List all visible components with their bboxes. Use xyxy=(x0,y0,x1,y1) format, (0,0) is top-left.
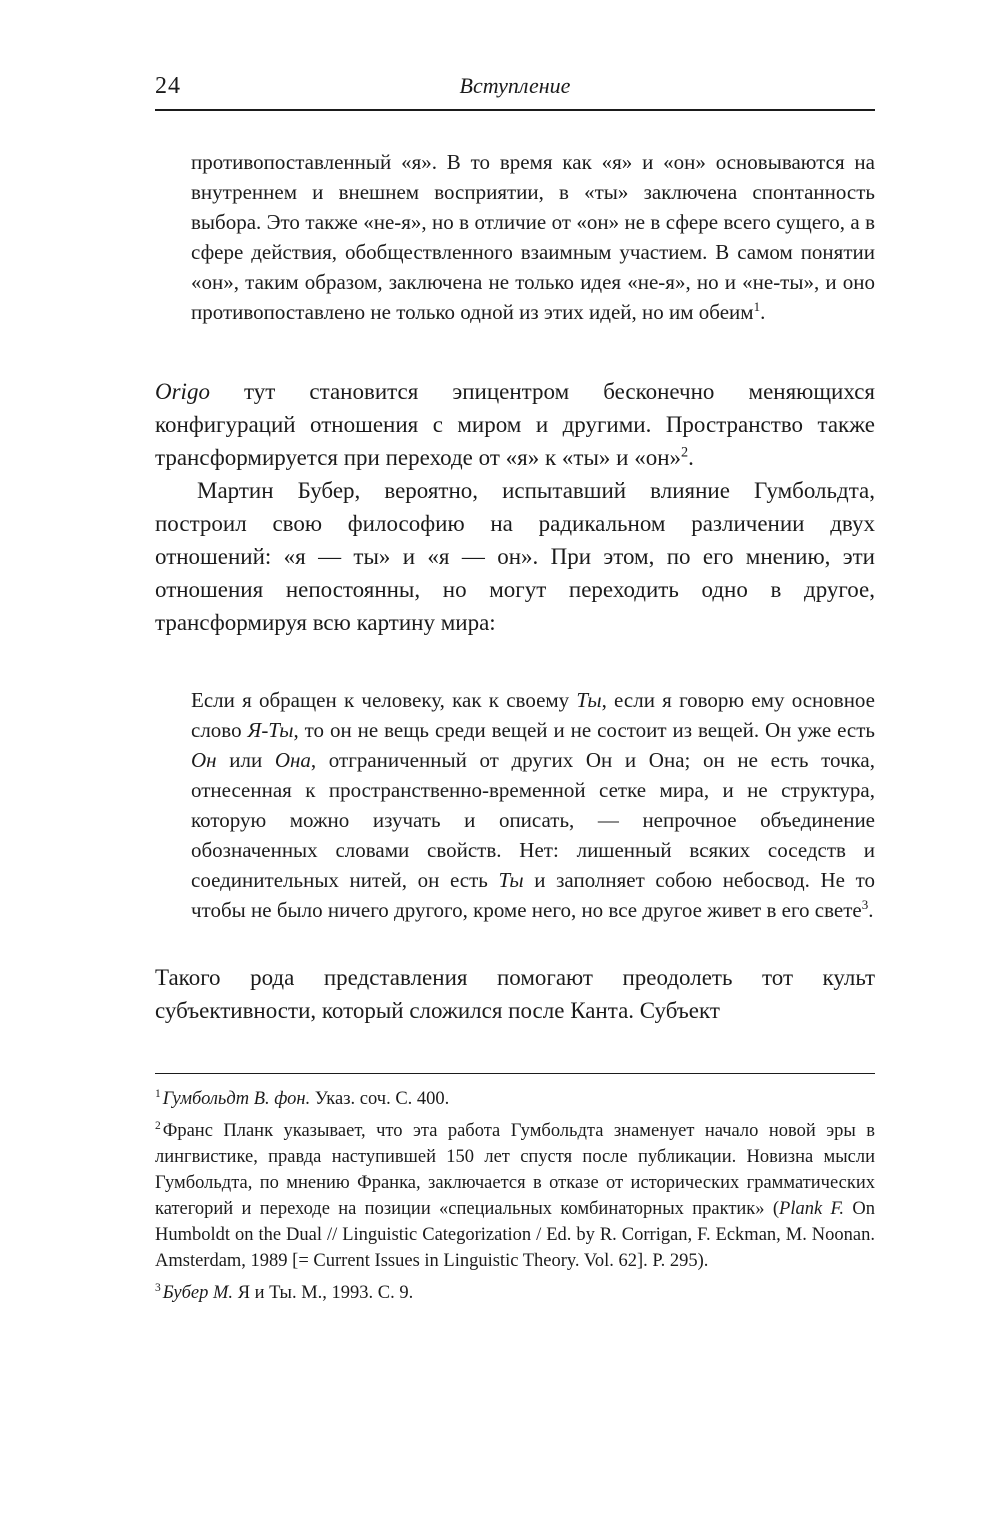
paragraph-origo xyxy=(155,375,875,474)
quote2-tail: . xyxy=(868,898,874,922)
footnotes-section xyxy=(155,1073,875,1306)
footnote-2-text-tail: On Humboldt on the Dual // Linguistic Categorization / Ed. by R. Corrigan, F. Eckman, M. Noonan. Amsterdam, 1989 [= Current Issues in Linguistic Theory. Vol. 62]. P. 295). xyxy=(155,1199,875,1271)
quote1-tail: . xyxy=(760,300,766,324)
quote2-italic-term: Она xyxy=(274,748,311,772)
footnote-3-text: Я и Ты. М., 1993. С. 9. xyxy=(233,1283,414,1303)
quote2-seg: и заполняет собою небосвод. Не то чтобы не было ничего другого, кроме него, но все другое живет в его свете xyxy=(191,868,876,922)
paragraph-kant xyxy=(155,961,875,1027)
quote2-seg: или xyxy=(216,748,275,772)
origo-italic-term: Origo xyxy=(155,379,210,404)
running-title: Вступление xyxy=(459,73,571,98)
footnote-ref-3: 3 xyxy=(861,897,869,912)
footnote-2-text: Франс Планк указывает, что эта работа Гумбольдта знаменует начало новой эры в лингвистике, правда наступившей 150 лет спустя после публикации. Новизна мысли Гумбольдта, по мнению Франка, заключается в отказе от исторических грамматических категорий и переходе на позиции «специальных комбинаторных практик» ( xyxy=(155,1121,875,1219)
paragraph-kant-text: Такого рода представления помогают преодолеть тот культ субъективности, который сложился после Канта. Субъект xyxy=(155,965,875,1023)
paragraph-buber-intro xyxy=(155,474,875,639)
quote2-seg: , если я говорю ему основное слово xyxy=(191,688,876,742)
quote2-seg: , отграниченный от других Он и Она; он не есть точка, отнесенная к пространственно-временной сетке мира, и не структура, которую можно изучать и описать, — непрочное объединение обозначенных словами свойств. Нет: лишенный всяких соседств и соединительных нитей, он есть xyxy=(191,748,875,892)
header-rule xyxy=(155,109,875,111)
footnote-3-author: Бубер М. xyxy=(162,1283,234,1303)
footnote-separator-rule xyxy=(155,1073,875,1074)
footnote-3 xyxy=(155,1280,875,1306)
quote2-italic-term: Я-Ты xyxy=(247,718,294,742)
quote2-seg: Если я обращен к человеку, как к своему xyxy=(191,688,577,712)
paragraph-buber-text: Мартин Бубер, вероятно, испытавший влияние Гумбольдта, построил свою философию на радикальном различении двух отношений: «я — ты» и «я — он». При этом, по его мнению, эти отношения непостоянны, но могут переходить одно в другое, трансформируя всю картину мира: xyxy=(155,478,875,635)
quote2-italic-term: Ты xyxy=(576,688,602,712)
paragraph-origo-text: тут становится эпицентром бесконечно меняющихся конфигураций отношения с миром и другими. Пространство также трансформируется при переходе от «я» к «ты» и «он» xyxy=(155,379,875,470)
paragraph-origo-tail: . xyxy=(688,445,694,470)
quote2-italic-term: Он xyxy=(191,748,217,772)
quote2-italic-term: Ты xyxy=(498,868,524,892)
running-head xyxy=(155,72,875,100)
page-number: 24 xyxy=(155,73,181,99)
footnote-3-marker: 3 xyxy=(155,1281,161,1294)
footnote-1 xyxy=(155,1086,875,1112)
humboldt-block-quote xyxy=(191,147,875,327)
footnote-ref-2: 2 xyxy=(681,444,689,461)
footnote-1-text: Указ. соч. С. 400. xyxy=(310,1089,450,1109)
footnote-2-marker: 2 xyxy=(155,1119,161,1132)
footnote-2-author: Plank F. xyxy=(779,1199,845,1219)
quote1-text: противопоставленный «я». В то время как «я» и «он» основываются на внутреннем и внешнем восприятии, в «ты» заключена спонтанность выбора. Это также «не-я», но в отличие от «он» не в сфере всего сущего, а в сфере действия, обобществленного взаимным участием. В самом понятии «он», таким образом, заключена не только идея «не-я», но и «не-ты», и оно противопоставлено не только одной из этих идей, но им обеим xyxy=(191,150,875,324)
footnote-ref-1: 1 xyxy=(753,299,761,314)
footnote-1-author: Гумбольдт В. фон. xyxy=(162,1089,311,1109)
footnote-2 xyxy=(155,1118,875,1274)
quote2-seg: , то он не вещь среди вещей и не состоит из вещей. Он уже есть xyxy=(293,718,875,742)
footnote-1-marker: 1 xyxy=(155,1087,161,1100)
buber-block-quote xyxy=(191,685,875,925)
